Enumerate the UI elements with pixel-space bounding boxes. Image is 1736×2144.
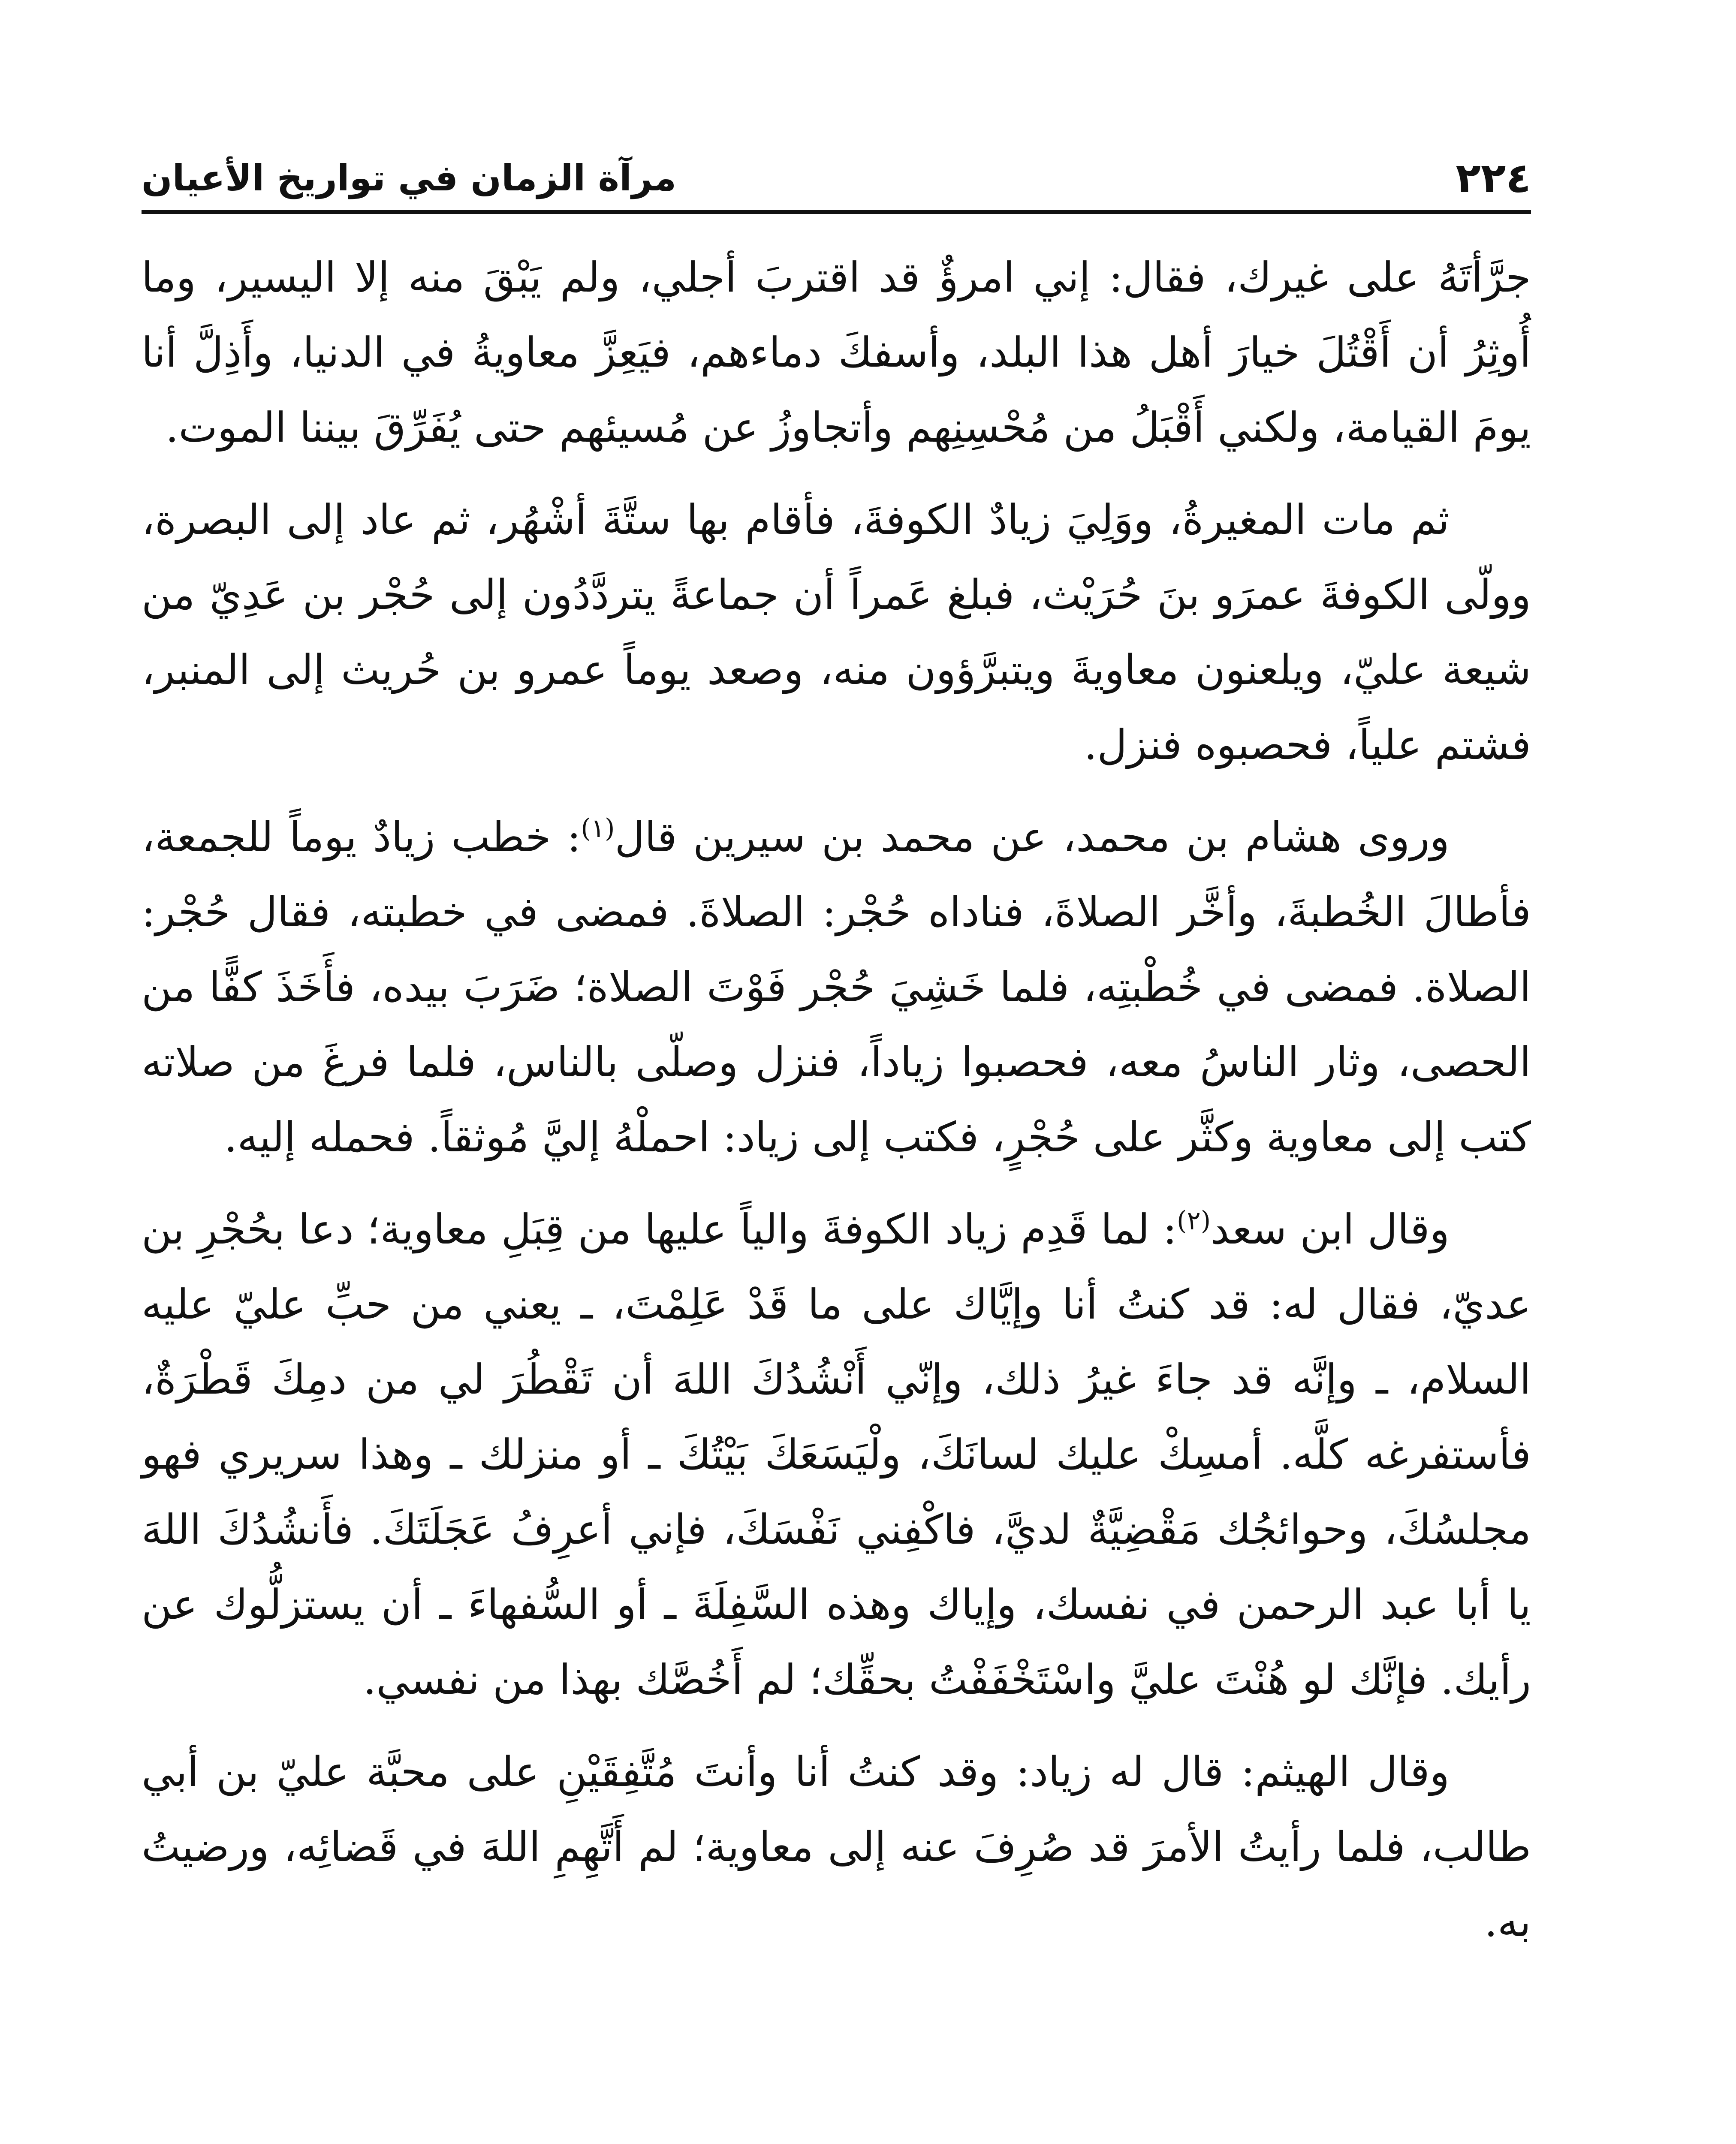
paragraph-4 bbox=[142, 1192, 1531, 1717]
paragraph-3-text-end: : خطب زيادٌ يوماً للجمعة، فأطالَ الخُطبةَ، وأخَّر الصلاةَ، فناداه حُجْر: الصلاةَ. فمضى في خطبته، فقال حُجْر: الصلاة. فمضى في خُطْبتِه، فلما خَشِيَ حُجْر فَوْتَ الصلاة؛ ضَرَبَ بيده، فأَخَذَ كفًّا من الحصى، وثار الناسُ معه، فحصبوا زياداً، فنزل وصلّى بالناس، فلما فرغَ من صلاته كتب إلى معاوية وكثَّر على حُجْرٍ، فكتب إلى زياد: احملْهُ إليَّ مُوثقاً. فحمله إليه. bbox=[142, 813, 1531, 1161]
main-text bbox=[142, 240, 1531, 1977]
paragraph-1-text: جرَّأتَهُ على غيرك، فقال: إني امرؤٌ قد اقتربَ أجلي، ولم يَبْقَ منه إلا اليسير، وما أُوثِرُ أن أَقْتُلَ خيارَ أهل هذا البلد، وأسفكَ دماءهم، فيَعِزَّ معاويةُ في الدنيا، وأَذِلَّ أنا يومَ القيامة، ولكني أَقْبَلُ من مُحْسِنِهم وأتجاوزُ عن مُسيئهم حتى يُفَرِّقَ بيننا الموت. bbox=[142, 253, 1531, 452]
paragraph-5 bbox=[142, 1734, 1531, 1960]
header-divider bbox=[142, 210, 1531, 214]
paragraph-2-text: ثم مات المغيرةُ، ووَلِيَ زيادٌ الكوفةَ، فأقام بها ستَّةَ أشْهُر، ثم عاد إلى البصرة، وولّى الكوفةَ عمرَو بنَ حُرَيْث، فبلغ عَمراً أن جماعةً يتردَّدُون إلى حُجْر بن عَدِيّ من شيعة عليّ، ويلعنون معاويةَ ويتبرَّؤون منه، وصعد يوماً عمرو بن حُريث إلى المنبر، فشتم علياً، فحصبوه فنزل. bbox=[142, 496, 1531, 769]
paragraph-3 bbox=[142, 800, 1531, 1175]
paragraph-2 bbox=[142, 482, 1531, 783]
paragraph-4-text-start: وقال ابن سعد bbox=[1211, 1205, 1450, 1253]
paragraph-3-text-start: وروى هشام بن محمد، عن محمد بن سيرين قال bbox=[615, 813, 1450, 861]
footnote-ref-2: (٢) bbox=[1177, 1206, 1211, 1236]
paragraph-1 bbox=[142, 240, 1531, 465]
footnote-ref-1: (١) bbox=[581, 813, 615, 843]
paragraph-5-text: وقال الهيثم: قال له زياد: وقد كنتُ أنا وأنتَ مُتَّفِقَيْنِ على محبَّة عليّ بن أبي طالب، فلما رأيتُ الأمرَ قد صُرِفَ عنه إلى معاوية؛ لم أَتَّهِمِ اللهَ في قَضائِه، ورضيتُ به. bbox=[142, 1748, 1531, 1946]
running-title: مرآة الزمان في تواريخ الأعيان bbox=[142, 157, 677, 199]
paragraph-4-text-end: : لما قَدِم زياد الكوفةَ والياً عليها من قِبَلِ معاوية؛ دعا بحُجْرِ بن عديّ، فقال له: قد كنتُ أنا وإيَّاك على ما قَدْ عَلِمْتَ، ـ يعني من حبِّ عليّ عليه السلام، ـ وإنَّه قد جاءَ غيرُ ذلك، وإنّي أَنْشُدُكَ اللهَ أن تَقْطُرَ لي من دمِكَ قَطْرَةٌ، فأستفرغه كلَّه. أمسِكْ عليك لسانَكَ، ولْيَسَعَكَ بَيْتُكَ ـ أو منزلك ـ وهذا سريري فهو مجلسُكَ، وحوائجُك مَقْضِيَّةٌ لديَّ، فاكْفِني نَفْسَكَ، فإني أعرِفُ عَجَلَتَكَ. فأَنشُدُكَ اللهَ يا أبا عبد الرحمن في نفسك، وإياك وهذه السَّفِلَةَ ـ أو السُّفهاءَ ـ أن يستزلُّوك عن رأيك. فإنَّك لو هُنْتَ عليَّ واسْتَخْفَفْتُ بحقِّك؛ لم أَخُصَّك بهذا من نفسي. bbox=[142, 1205, 1531, 1704]
page-header bbox=[142, 146, 1531, 210]
page-number: ٢٢٤ bbox=[1456, 154, 1531, 202]
